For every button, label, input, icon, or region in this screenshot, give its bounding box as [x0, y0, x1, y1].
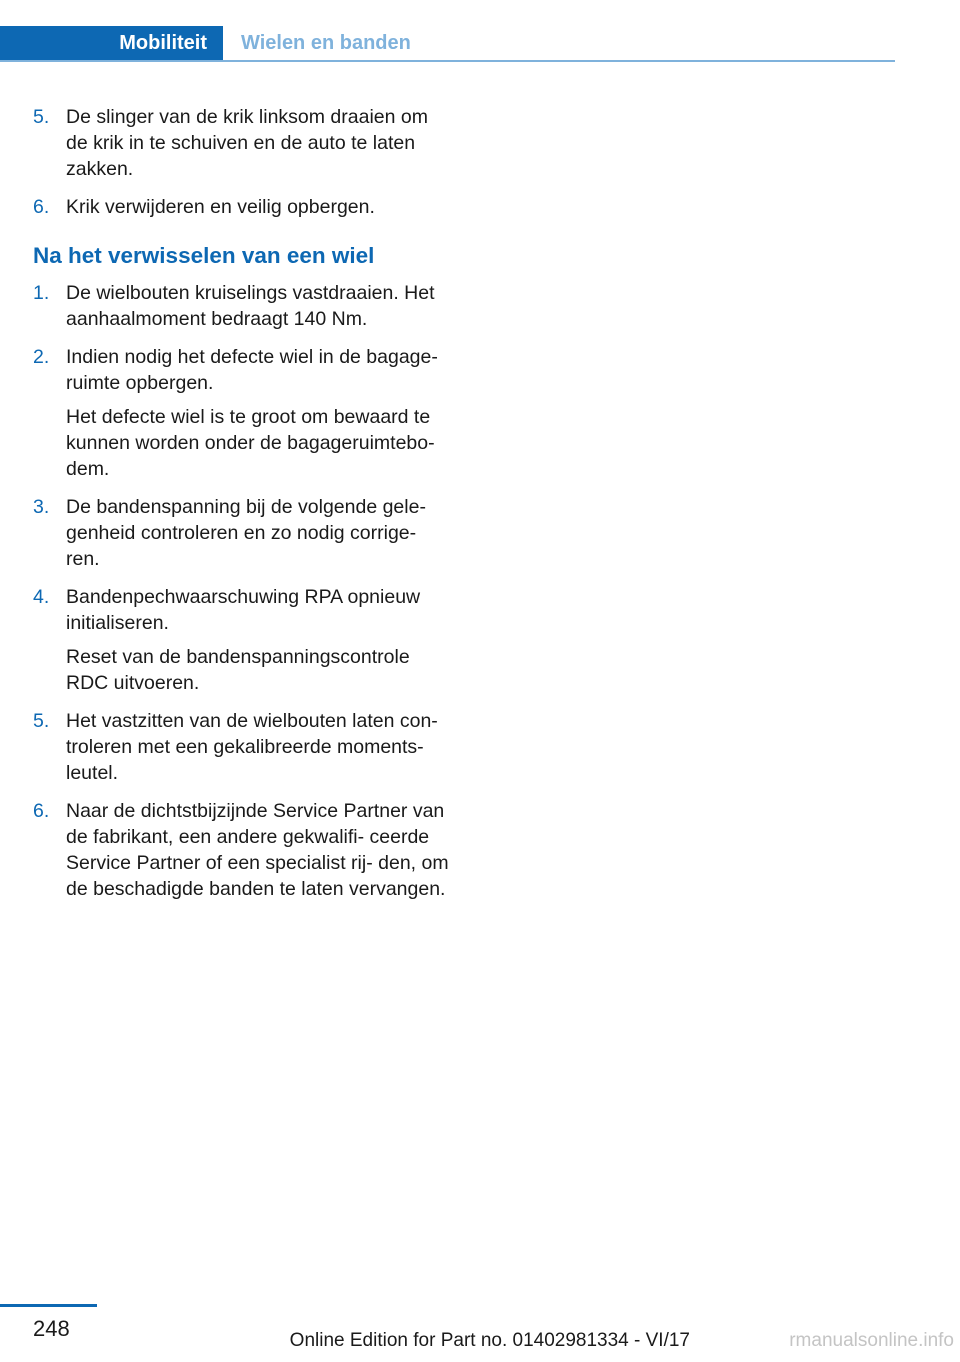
footer-divider [0, 1304, 97, 1307]
header-divider [0, 60, 895, 62]
list-item-text [66, 584, 453, 696]
list-item-paragraph: Het defecte wiel is te groot om bewaard te kunnen worden onder de bagageruimtebo‐ dem. [66, 406, 435, 480]
list-item [33, 280, 453, 332]
list-item [33, 344, 453, 482]
list-item [33, 194, 453, 220]
main-content [33, 104, 453, 914]
header-tab-wielen-en-banden: Wielen en banden [241, 31, 411, 54]
list-item-text [66, 494, 453, 572]
list-item-paragraph: De bandenspanning bij de volgende gele‐ genheid controleren en zo nodig corrige‐ ren. [66, 496, 426, 570]
list-item-number: 6. [33, 800, 50, 822]
page-number: 248 [33, 1316, 70, 1341]
list-item-text [66, 194, 453, 220]
header-tab-mobiliteit: Mobiliteit [0, 26, 223, 60]
list-item-text [66, 104, 453, 182]
list-item-number: 5. [33, 710, 50, 732]
list-item-paragraph: Het vastzitten van de wielbouten laten con‐ troleren met een gekalibreerde moments‐ leutel. [66, 710, 438, 784]
steps-list-top [33, 104, 453, 220]
list-item-paragraph: Indien nodig het defecte wiel in de bagage‐ ruimte opbergen. [66, 346, 438, 394]
list-item-paragraph: Reset van de bandenspanningscontrole RDC uitvoeren. [66, 646, 410, 694]
list-item-text [66, 344, 453, 482]
list-item-number: 4. [33, 586, 50, 608]
list-item-paragraph: De wielbouten kruiselings vastdraaien. Het aanhaalmoment bedraagt 140 Nm. [66, 282, 435, 330]
list-item [33, 798, 453, 902]
list-item [33, 584, 453, 696]
list-item-paragraph: Bandenpechwaarschuwing RPA opnieuw initialiseren. [66, 586, 421, 634]
list-item [33, 494, 453, 572]
list-item-number: 2. [33, 346, 50, 368]
page-header [0, 0, 895, 62]
list-item-text [66, 280, 453, 332]
list-item-number: 3. [33, 496, 50, 518]
watermark: rmanualsonline.info [789, 1330, 954, 1351]
list-item-paragraph: Krik verwijderen en veilig opbergen. [66, 196, 375, 218]
list-item-number: 5. [33, 106, 50, 128]
list-item-paragraph: Naar de dichtstbijzijnde Service Partner van de fabrikant, een andere gekwalifi‐ ceerde Service Partner of een specialist rij‐ den, om de beschadigde banden te laten vervangen. [66, 800, 449, 900]
list-item-paragraph: De slinger van de krik linksom draaien om de krik in te schuiven en de auto te laten zakken. [66, 106, 428, 180]
list-item [33, 104, 453, 182]
list-item-number: 6. [33, 196, 50, 218]
section-heading: Na het verwisselen van een wiel [33, 243, 375, 268]
steps-list-section [33, 280, 453, 902]
list-item [33, 708, 453, 786]
list-item-text [66, 708, 453, 786]
list-item-text [66, 798, 453, 902]
edition-note: Online Edition for Part no. 01402981334 - VI/17 [289, 1330, 690, 1351]
list-item-number: 1. [33, 282, 50, 304]
